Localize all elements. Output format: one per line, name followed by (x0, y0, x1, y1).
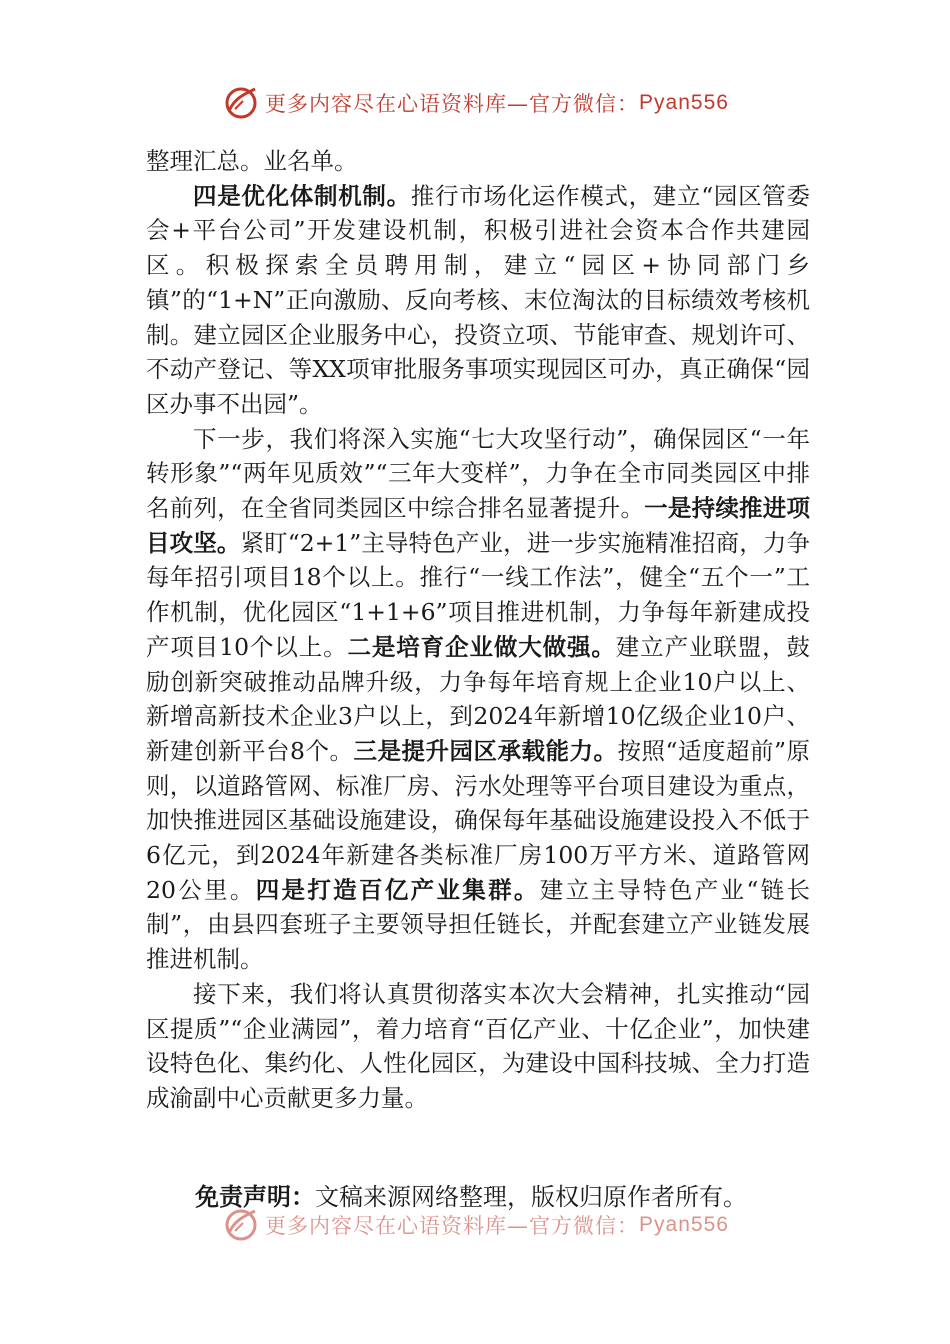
watermark-wechat: Pyan556 (639, 1213, 729, 1236)
bold-heading: 四是优化体制机制。 (193, 181, 411, 210)
document-body (146, 144, 810, 1116)
bold-heading: 四是打造百亿产业集群。 (255, 875, 540, 904)
paragraph-conclusion: 接下来，我们将认真贯彻落实本次大会精神，扎实推动“园区提质”“企业满园”，着力培育“百亿产业、十亿企业”，加快建设特色化、集约化、人性化园区，为建设中国科技城、全力打造成渝副中心贡献更多力量。 (146, 979, 810, 1112)
watermark-footer (0, 1202, 950, 1248)
bold-heading: 二是培育企业做大做强。 (347, 632, 616, 661)
paragraph-text: 按照“适度超前”原则，以道路管网、标准厂房、污水处理等平台项目建设为重点，加快推进园区基础设施建设，确保每年基础设施建设投入不低于6亿元，到2024年新建各类标准厂房100万平方米、道路管网20公里。 (146, 736, 811, 904)
disclaimer-label: 免责声明： (195, 1183, 315, 1211)
watermark-wechat: Pyan556 (639, 91, 729, 114)
watermark-text: 更多内容尽在心语资料库—官方微信： (265, 92, 640, 116)
paragraph-text: 紧盯“2+1”主导特色产业，进一步实施精准招商，力争每年招引项目18个以上。推行“一线工作法”，健全“五个一”工作机制，优化园区“1+1+6”项目推进机制，力争每年新建成投产项目10个以上。 (146, 528, 811, 661)
logo-icon (221, 83, 261, 123)
bold-heading: 三是提升园区承载能力。 (353, 736, 618, 765)
paragraph-mechanism (146, 179, 810, 422)
paragraph-text: 推行市场化运作模式，建立“园区管委会+平台公司”开发建设机制，积极引进社会资本合作共建园区。积极探索全员聘用制，建立“园区+协同部门乡镇”的“1+N”正向激励、反向考核、末位淘汰的目标绩效考核机制。建立园区企业服务中心，投资立项、节能审查、规划许可、不动产登记、等XX项审批服务事项实现园区可办，真正确保“园区办事不出园”。 (146, 181, 811, 418)
paragraph-text: 下一步，我们将深入实施“七大攻坚行动”，确保园区“一年转形象”“两年见质效”“三年大变样”，力争在全市同类园区中排名前列，在全省同类园区中综合排名显著提升。 (146, 424, 810, 523)
paragraph-text: 建立产业联盟，鼓励创新突破推动品牌升级，力争每年培育规上企业10户以上、新增高新技术企业3户以上，到2024年新增10亿级企业10户、新建创新平台8个。 (146, 632, 811, 765)
watermark-text: 更多内容尽在心语资料库—官方微信： (265, 1214, 640, 1238)
paragraph-text: 建立主导特色产业“链长制”，由县四套班子主要领导担任链长，并配套建立产业链发展推进机制。 (146, 875, 811, 974)
paragraph-next-steps (146, 422, 810, 977)
logo-icon (221, 1205, 261, 1245)
bold-heading: 一是持续推进项目攻坚。 (146, 494, 811, 557)
paragraph-continuation: 整理汇总。业名单。 (146, 147, 358, 175)
disclaimer-text: 文稿来源网络整理，版权归原作者所有。 (315, 1183, 747, 1211)
watermark-header (0, 80, 950, 126)
